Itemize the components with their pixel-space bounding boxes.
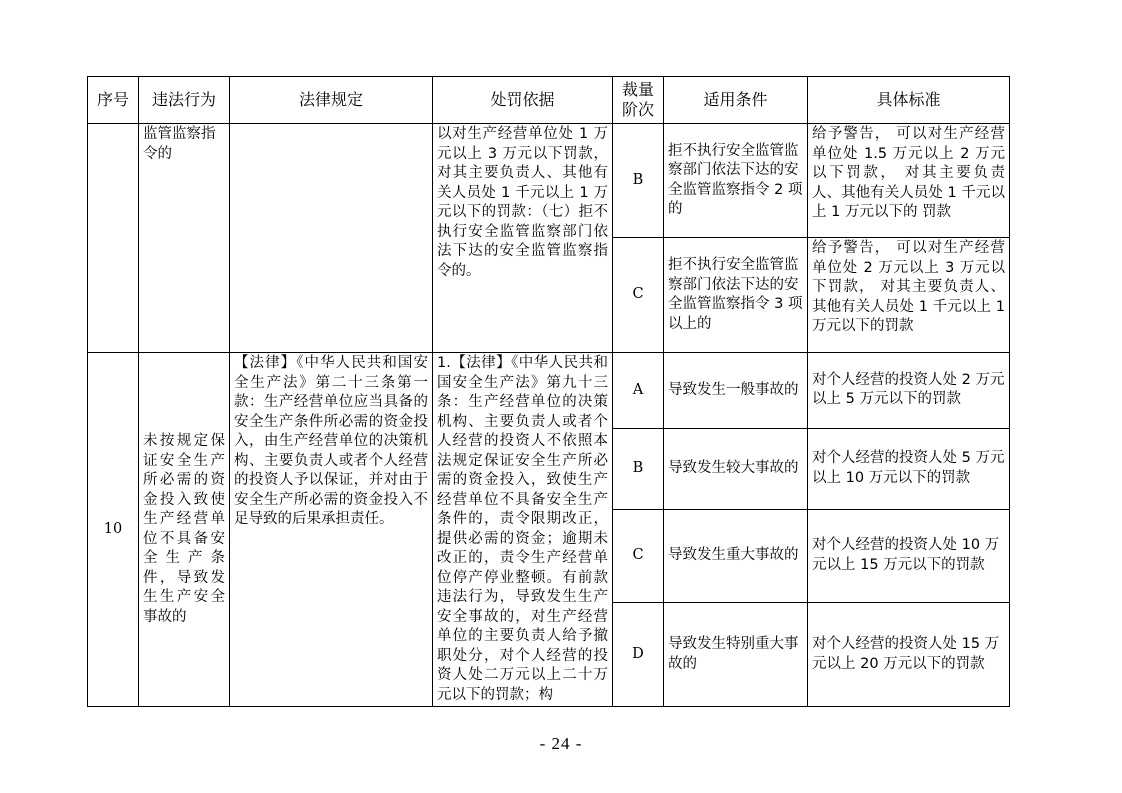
page-number: - 24 -	[539, 734, 583, 753]
header-violation: 违法行为	[139, 77, 230, 124]
standard-cell: 对个人经营的投资人处 15 万元以上 20 万元以下的罚款	[808, 603, 1010, 707]
level-cell: C	[613, 509, 664, 602]
item10-violation-cell: 未按规定保证安全生产所必需的资金投入致使生产经营单位不具备安全生产条件，导致发生生产安全事故的	[139, 353, 230, 707]
condition-cell: 导致发生重大事故的	[664, 509, 808, 602]
level-cell: C	[613, 238, 664, 353]
standard-cell: 对个人经营的投资人处 5 万元以上 10 万元以下的罚款	[808, 428, 1010, 509]
condition-cell: 拒不执行安全监管监察部门依法下达的安全监管监察指令 3 项以上的	[664, 238, 808, 353]
header-basis: 处罚依据	[433, 77, 613, 124]
level-cell: D	[613, 603, 664, 707]
standard-cell: 对个人经营的投资人处 2 万元以上 5 万元以下的罚款	[808, 353, 1010, 429]
level-cell: B	[613, 124, 664, 238]
condition-cell: 拒不执行安全监管监察部门依法下达的安全监管监察指令 2 项的	[664, 124, 808, 238]
level-cell: B	[613, 428, 664, 509]
header-condition: 适用条件	[664, 77, 808, 124]
level-cell: A	[613, 353, 664, 429]
table-row	[88, 353, 1010, 429]
condition-cell: 导致发生较大事故的	[664, 428, 808, 509]
standard-cell: 给予警告， 可以对生产经营单位处 2 万元以上 3 万元以下罚款， 对其主要负责人、其他有关人员处 1 千元以上 1 万元以下的罚款	[808, 238, 1010, 353]
header-standard: 具体标准	[808, 77, 1010, 124]
standard-cell: 对个人经营的投资人处 10 万元以上 15 万元以下的罚款	[808, 509, 1010, 602]
penalty-table	[87, 76, 1010, 707]
condition-cell: 导致发生一般事故的	[664, 353, 808, 429]
condition-cell: 导致发生特别重大事故的	[664, 603, 808, 707]
header-level: 裁量阶次	[613, 77, 664, 124]
cont-law-cell	[230, 124, 433, 353]
standard-cell: 给予警告， 可以对生产经营单位处 1.5 万元以上 2 万元以下罚款， 对其主要负责人、其他有关人员处 1 千元以上 1 万元以下的 罚款	[808, 124, 1010, 238]
header-law: 法律规定	[230, 77, 433, 124]
cont-violation-cell: 监管监察指令的	[139, 124, 230, 353]
item10-law-cell: 【法律】《中华人民共和国安全生产法》第二十三条第一款：生产经营单位应当具备的安全生产条件所必需的资金投入，由生产经营单位的决策机构、主要负责人或者个人经营的投资人予以保证，并对由于安全生产所必需的资金投入不足导致的后果承担责任。	[230, 353, 433, 707]
cont-basis-cell: 以对生产经营单位处 1 万元以上 3 万元以下罚款，对其主要负责人、其他有关人员处 1 千元以上 1 万元以下的罚款：（七）拒不执行安全监管监察部门依法下达的安全监管监察指令的。	[433, 124, 613, 353]
item10-basis-cell: 1.【法律】《中华人民共和国安全生产法》第九十三条：生产经营单位的决策机构、主要负责人或者个人经营的投资人不依照本法规定保证安全生产所必需的资金投入，致使生产经营单位不具备安全生产条件的，责令限期改正，提供必需的资金；逾期未改正的，责令生产经营单位停产停业整顿。有前款违法行为，导致发生生产安全事故的，对生产经营单位的主要负责人给予撤职处分，对个人经营的投资人处二万元以上二十万元以下的罚款；构	[433, 353, 613, 707]
item10-seq-cell: 10	[88, 353, 139, 707]
header-seq: 序号	[88, 77, 139, 124]
table-row	[88, 124, 1010, 238]
header-row	[88, 77, 1010, 124]
cont-seq-cell	[88, 124, 139, 353]
